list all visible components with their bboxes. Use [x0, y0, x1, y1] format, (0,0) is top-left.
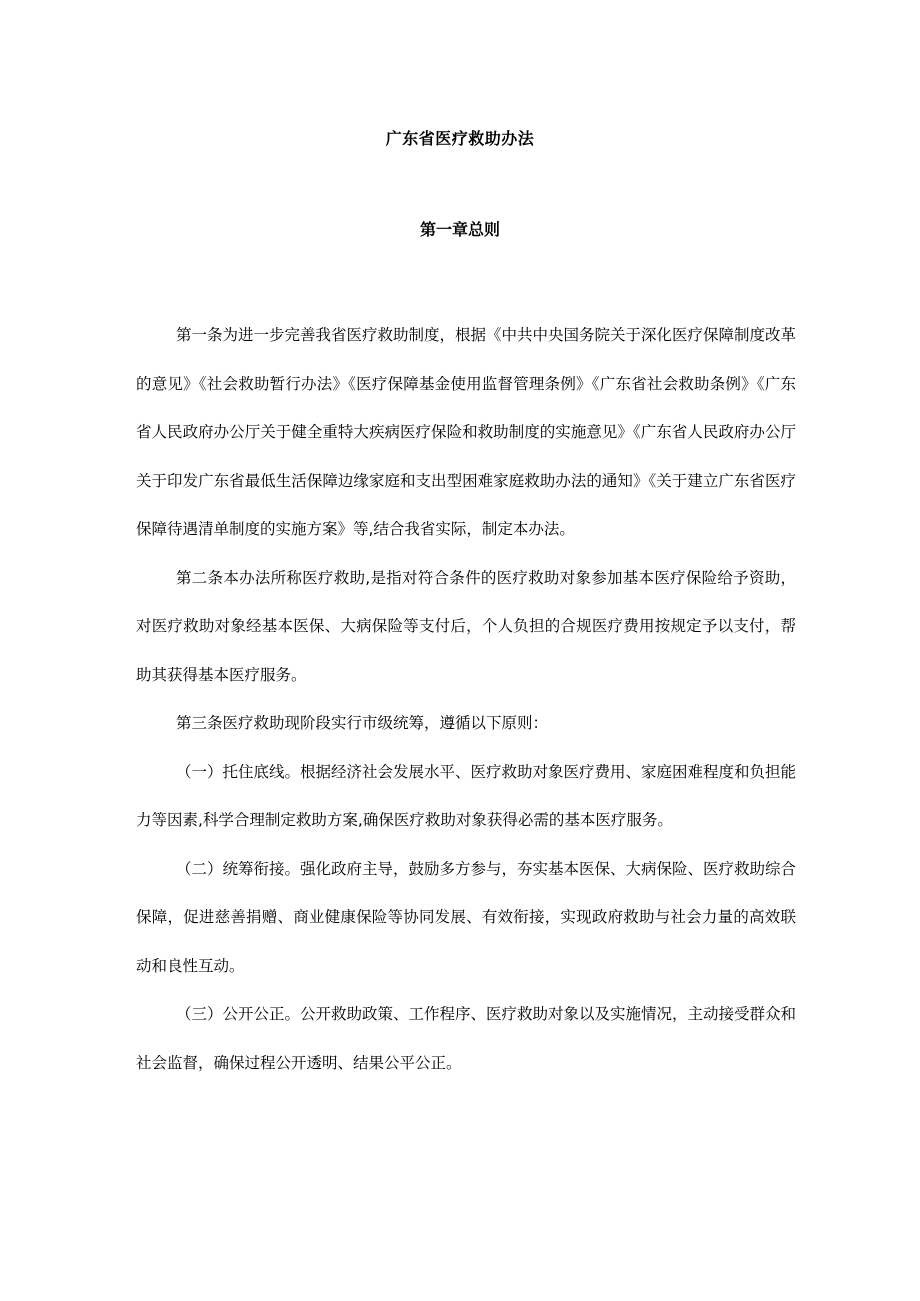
article-1-paragraph: 第一条为进一步完善我省医疗救助制度，根据《中共中央国务院关于深化医疗保障制度改革的意见》《社会救助暂行办法》《医疗保障基金使用监督管理条例》《广东省社会救助条例》《广东省人民政府办公厅关于健全重特大疾病医疗保险和救助制度的实施意见》《广东省人民政府办公厅关于印发广东省最低生活保障边缘家庭和支出型困难家庭救助办法的通知》《关于建立广东省医疗保障待遇清单制度的实施方案》等,结合我省实际，制定本办法。: [136, 326, 797, 538]
article-2-paragraph: 第二条本办法所称医疗救助,是指对符合条件的医疗救助对象参加基本医疗保险给予资助，对医疗救助对象经基本医保、大病保险等支付后，个人负担的合规医疗费用按规定予以支付，帮助其获得基本医疗服务。: [136, 568, 796, 684]
principle-1-paragraph: （一）托住底线。根据经济社会发展水平、医疗救助对象医疗费用、家庭困难程度和负担能力等因素,科学合理制定救助方案,确保医疗救助对象获得必需的基本医疗服务。: [136, 762, 797, 829]
document-title: 广东省医疗救助办法: [385, 129, 535, 148]
principle-2-paragraph: （二）统筹衔接。强化政府主导，鼓励多方参与，夯实基本医保、大病保险、医疗救助综合保障，促进慈善捐赠、商业健康保险等协同发展、有效衔接，实现政府救助与社会力量的高效联动和良性互动。: [136, 859, 797, 975]
chapter-title: 第一章总则: [419, 220, 500, 239]
body-text: [136, 311, 796, 1087]
article-3-paragraph: 第三条医疗救助现阶段实行市级统筹，遵循以下原则：: [176, 714, 549, 732]
principle-3-paragraph: （三）公开公正。公开救助政策、工作程序、医疗救助对象以及实施情况，主动接受群众和社会监督，确保过程公开透明、结果公平公正。: [136, 1005, 797, 1072]
